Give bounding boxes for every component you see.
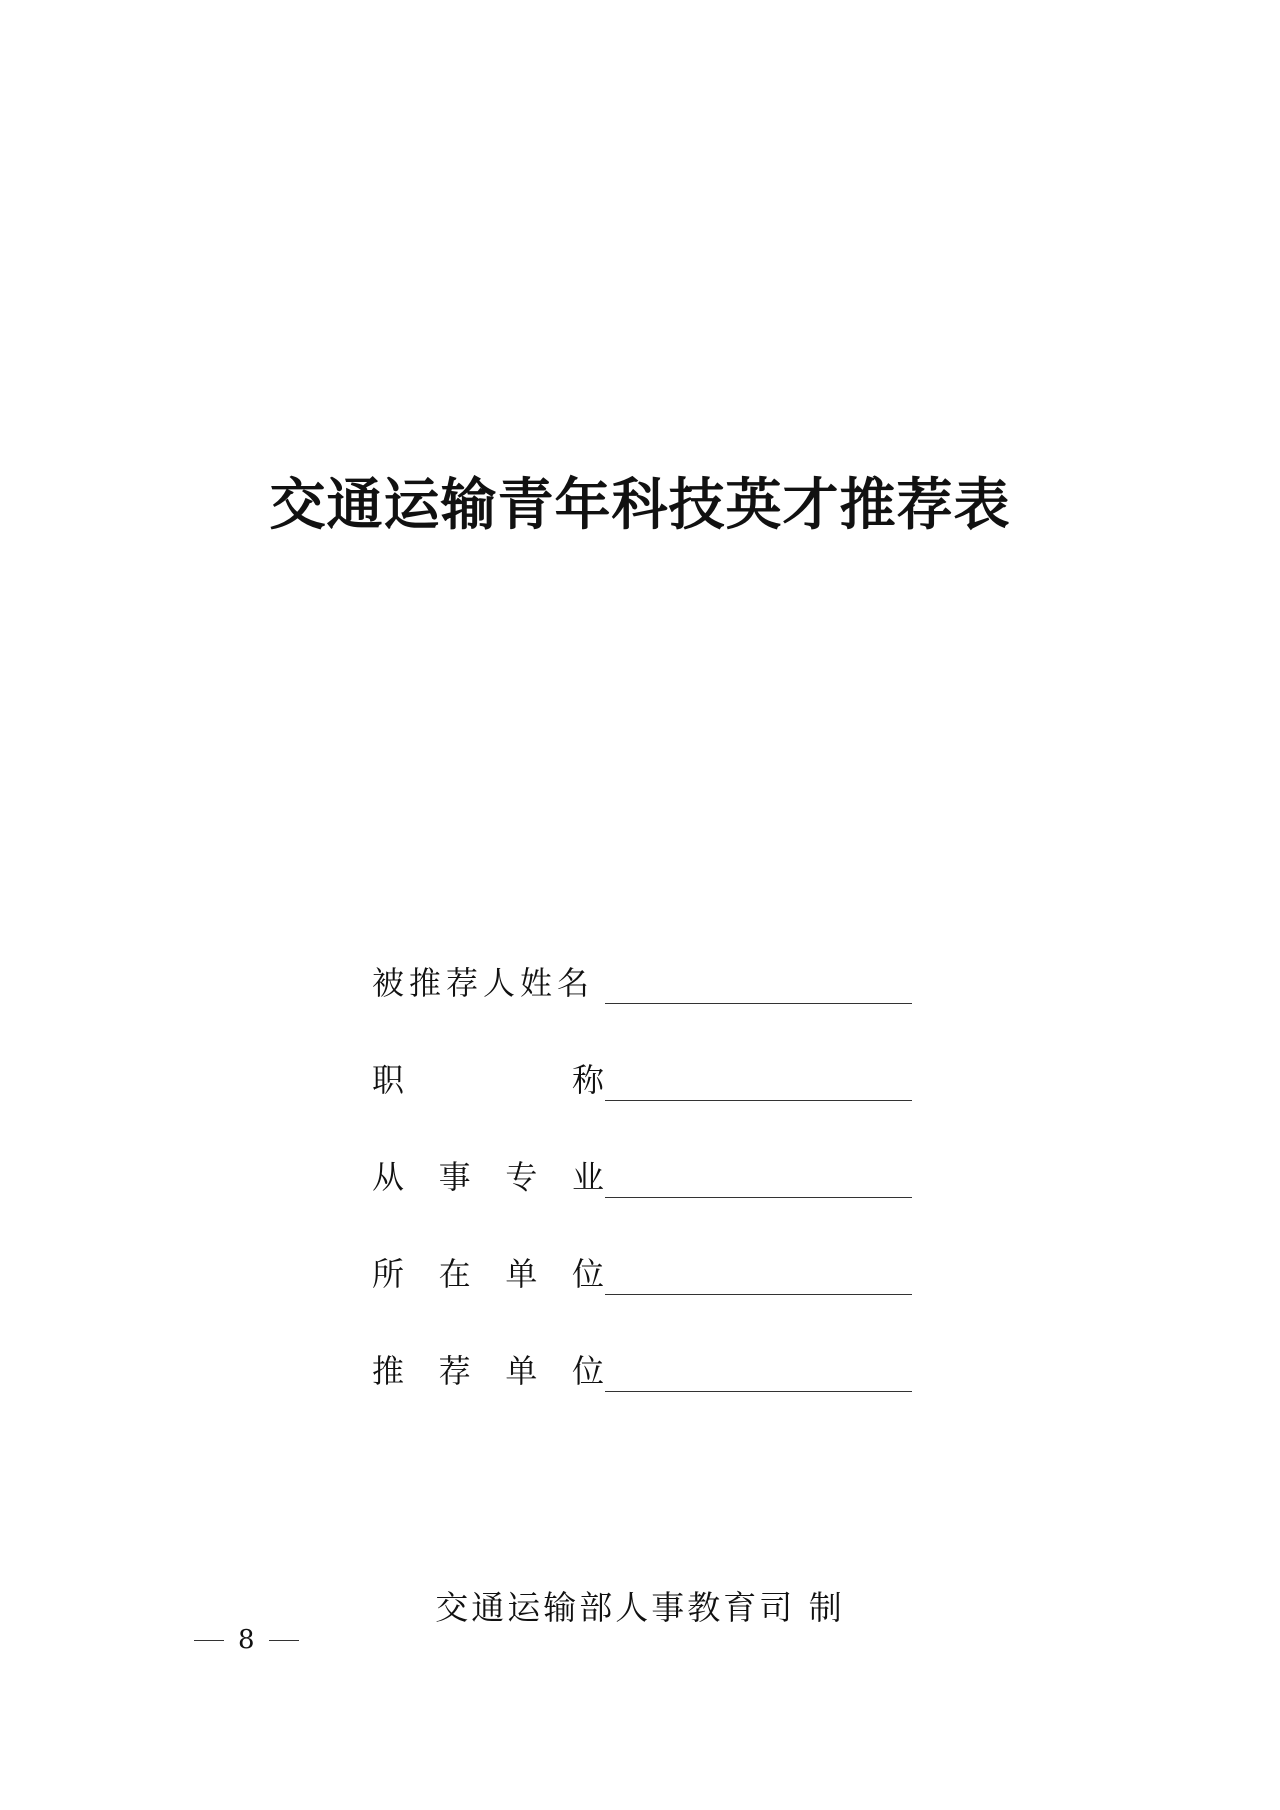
field-label-specialty [372,1155,604,1199]
field-label-char: 位 [571,1352,604,1390]
field-label-char: 业 [571,1158,604,1196]
field-label-recommending-unit [372,1349,604,1393]
employer-input-line[interactable] [605,1294,912,1295]
field-label-char: 推 [372,1352,405,1390]
field-specialty [372,1147,912,1203]
nominee-name-input-line[interactable] [605,1003,912,1004]
page-number-dash-right [269,1640,299,1641]
field-employer [372,1244,912,1300]
field-recommending-unit [372,1341,912,1397]
field-label-char: 在 [438,1255,471,1293]
field-nominee-name [372,953,912,1009]
field-label-text: 被推荐人姓名 [372,964,595,1002]
field-label-nominee-name [372,961,604,1005]
field-label-char: 单 [505,1352,538,1390]
field-label-char: 事 [438,1158,471,1196]
field-label-employer [372,1252,604,1296]
field-label-char: 荐 [438,1352,471,1390]
field-label-char: 称 [571,1061,604,1099]
page-number-value: 8 [238,1625,255,1655]
field-title [372,1050,912,1106]
issuer-line: 交通运输部人事教育司 制 [435,1588,845,1627]
field-label-char: 专 [505,1158,538,1196]
specialty-input-line[interactable] [605,1197,912,1198]
field-label-char: 从 [372,1158,405,1196]
field-label-char: 单 [505,1255,538,1293]
page-number [180,1620,313,1660]
document-title: 交通运输青年科技英才推荐表 [269,472,1011,538]
field-label-char: 位 [571,1255,604,1293]
page-number-dash-left [194,1640,224,1641]
field-label-char: 所 [372,1255,405,1293]
field-label-title [372,1058,604,1102]
field-label-char: 职 [372,1061,405,1099]
title-input-line[interactable] [605,1100,912,1101]
recommending-unit-input-line[interactable] [605,1391,912,1392]
